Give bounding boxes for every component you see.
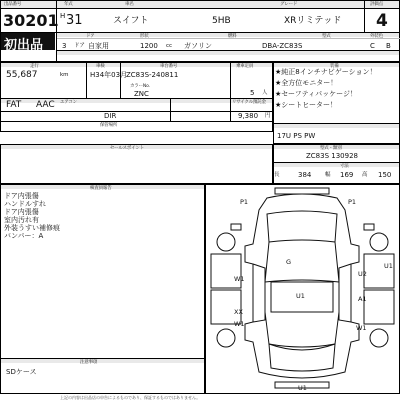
car-diagram <box>205 184 400 394</box>
capacity-unit: 人 <box>262 90 268 96</box>
height-label: 高 <box>362 172 368 178</box>
inspection-label: 車検 <box>96 64 105 69</box>
cc-unit: cc <box>166 43 173 49</box>
inspection-note: ドア内張傷 <box>4 208 39 216</box>
inspection-note: バンパー：A <box>4 232 44 240</box>
first-time-badge: 初出品 <box>4 38 44 53</box>
car-name: スイフト <box>113 16 149 26</box>
chassis-label: 車台番号 <box>160 64 178 69</box>
damage-mark: U1 <box>298 384 307 392</box>
grade: XRリミテッド <box>284 16 342 26</box>
notes-bottom-label: 注意事項 <box>80 360 98 365</box>
damage-mark: W1 <box>234 275 245 283</box>
damage-mark: U1 <box>384 262 393 270</box>
era: H <box>60 12 66 20</box>
damage-mark: U1 <box>296 292 305 300</box>
doors: 3 <box>62 42 67 50</box>
inspection-note: ハンドルすれ <box>4 200 46 208</box>
engine-cc: 1200 <box>140 42 158 50</box>
recycle-label: リサイクル預託金 <box>232 100 266 105</box>
options-label: 装備 <box>330 64 339 69</box>
feature-item: ★純正8インチナビゲーション！ <box>275 68 377 76</box>
lot-number: 30201 <box>3 11 59 30</box>
model-class-label: 型式・類別 <box>320 146 342 151</box>
reserved-label: 保管場所 <box>100 123 118 128</box>
inspection-notes-label: 検査員報告 <box>90 186 112 191</box>
width: 169 <box>340 171 354 179</box>
inspection-notes <box>4 192 204 240</box>
damage-mark: G <box>286 258 292 266</box>
inspection: H34年03月 <box>90 71 128 79</box>
features-list <box>275 68 400 109</box>
transmission: FAT <box>6 100 22 110</box>
capacity-label: 乗車定員 <box>236 64 254 69</box>
mileage-unit: km <box>60 72 69 78</box>
model-code: DBA-ZC83S <box>262 42 303 50</box>
length: 384 <box>298 171 312 179</box>
fuel: ガソリン <box>184 42 212 50</box>
damage-mark: XX <box>234 308 243 316</box>
mileage: 55,687 <box>6 70 38 80</box>
color-no: ZNC <box>134 90 149 98</box>
damage-mark: U2 <box>358 270 367 278</box>
ac: AAC <box>36 100 55 110</box>
sales-label: セールスポイント <box>110 146 144 151</box>
door-label: ドア <box>86 34 95 39</box>
score-label: 評価点 <box>370 2 383 7</box>
fuel-label: 燃料 <box>228 34 237 39</box>
grade-label: グレード <box>280 2 298 7</box>
ac-label: エアコン <box>60 100 77 105</box>
chassis: ZC83S-240811 <box>126 71 179 79</box>
damage-mark: W1 <box>234 320 245 328</box>
damage-mark: W1 <box>356 324 367 332</box>
drive: DIR <box>104 112 117 120</box>
feature-item: ★シートヒーター！ <box>275 101 337 109</box>
body-type: 5HB <box>212 16 231 26</box>
color-no-label: カラーNo. <box>130 84 150 89</box>
inspection-note: ドア内張傷 <box>4 192 39 200</box>
car-label: 車名 <box>125 2 134 7</box>
score: 4 <box>376 11 388 31</box>
interior-grade: B <box>386 42 391 50</box>
color-label: 外装色 <box>370 34 383 39</box>
capacity: 5 <box>250 89 255 97</box>
dim-label: 寸法 <box>340 164 349 169</box>
footer-text: 上記の内容は出品店の申告によるものであり、保証するものではありません。 <box>60 395 201 400</box>
shape-label: 形状 <box>140 34 149 39</box>
damage-mark: A1 <box>358 295 367 303</box>
model-label: 型式 <box>322 34 331 39</box>
lot-label: 出品番号 <box>4 2 22 7</box>
feature-item: ★セーフティパッケージ！ <box>275 90 357 98</box>
length-label: 長 <box>274 172 280 178</box>
use: 自家用 <box>88 42 109 50</box>
width-label: 幅 <box>325 172 331 178</box>
model-class: ZC83S 130928 <box>306 152 358 160</box>
damage-mark: P1 <box>240 198 249 206</box>
year: 31 <box>66 13 83 28</box>
inspection-note: 室内汚れ有 <box>4 216 39 224</box>
feature-item: ★全方位モニター！ <box>275 79 338 87</box>
exterior-grade: C <box>370 42 375 50</box>
year-label: 年式 <box>64 2 73 7</box>
bottom-note: SDケース <box>6 368 37 376</box>
recycle-unit: 円 <box>265 113 271 119</box>
recycle-amount: 9,380 <box>238 112 259 120</box>
inspection-note: 外装うすい補修痕 <box>4 224 60 232</box>
height: 150 <box>378 171 392 179</box>
equipment: 17U PS PW <box>277 132 316 140</box>
door-unit: ドア <box>74 43 85 49</box>
damage-mark: P1 <box>348 198 357 206</box>
mileage-label: 走行 <box>30 64 39 69</box>
